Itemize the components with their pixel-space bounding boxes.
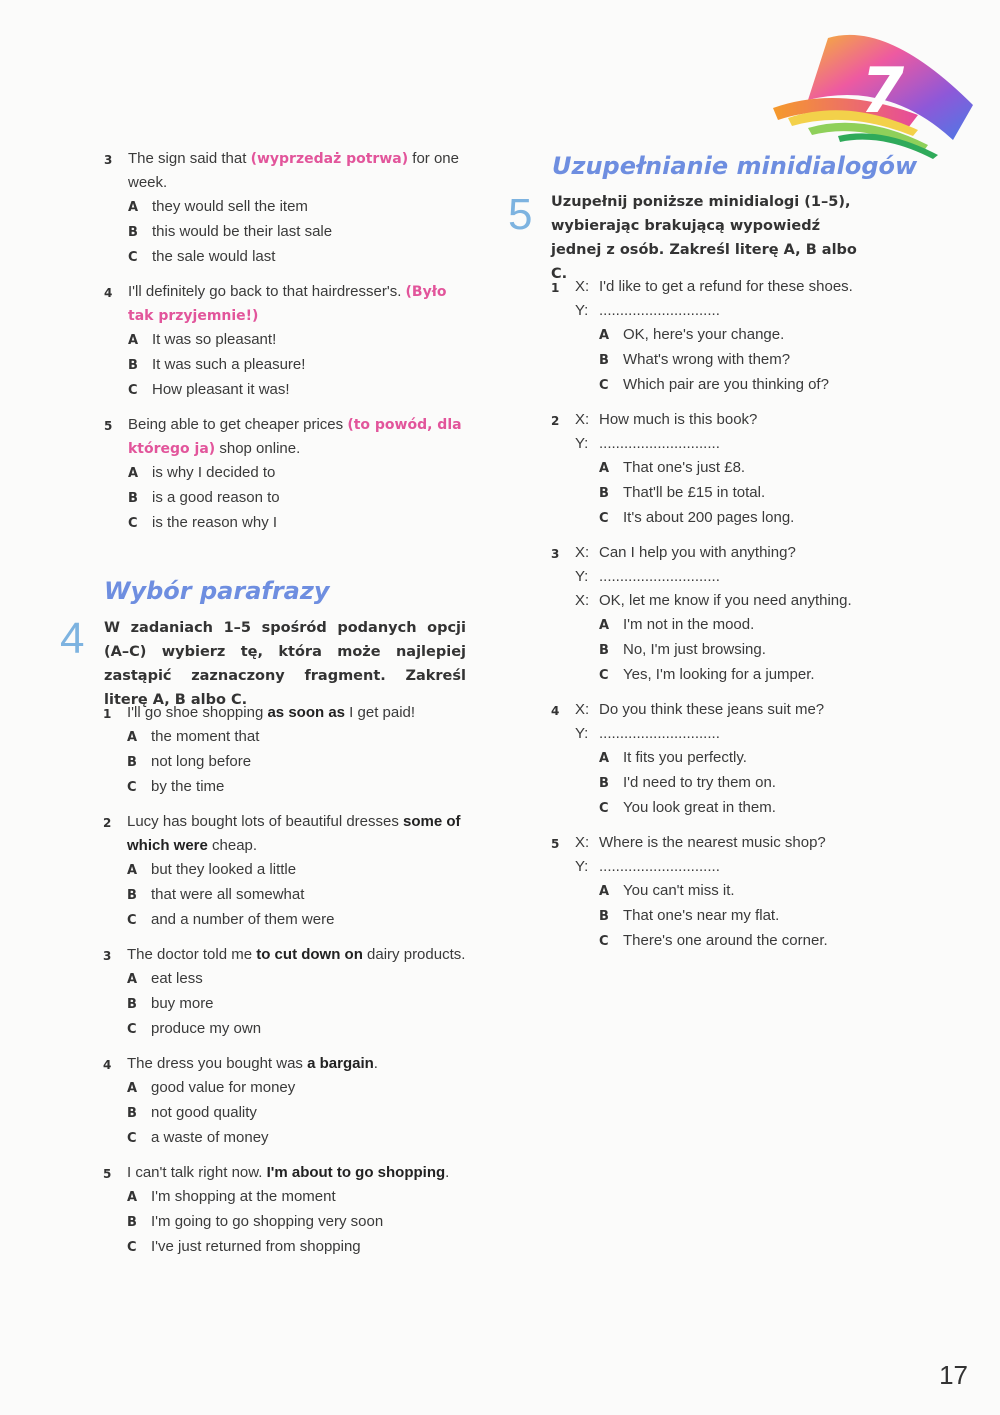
highlighted-fragment: I'm about to go shopping <box>266 1164 446 1181</box>
question-text <box>128 413 469 461</box>
polish-prompt: (wyprzedaż potrwa) <box>250 151 409 167</box>
highlighted-fragment: as soon as <box>267 704 346 721</box>
section4-title: Wybór parafrazy <box>104 577 330 605</box>
option-text: eat less <box>151 970 203 987</box>
option-text: It was such a pleasure! <box>152 356 306 373</box>
option-letter: A <box>599 461 610 476</box>
option-letter: B <box>127 755 137 770</box>
option-text: I'm shopping at the moment <box>151 1188 336 1205</box>
answer-option <box>575 746 891 771</box>
answer-option <box>127 1101 468 1126</box>
answer-option <box>575 456 891 481</box>
text-segment: I get paid! <box>345 704 416 721</box>
dialog-line <box>575 698 891 722</box>
option-text: What's wrong with them? <box>623 351 791 368</box>
speaker-label: X: <box>575 278 590 295</box>
question-text <box>128 280 469 328</box>
answer-option <box>575 879 891 904</box>
dialog-number: 4 <box>551 704 560 718</box>
line-text: ............................. <box>599 858 720 875</box>
dialog-number: 1 <box>551 281 560 295</box>
speaker-label: X: <box>575 544 590 561</box>
answer-option <box>575 663 891 688</box>
text-segment: I'll go shoe shopping <box>127 704 268 721</box>
option-text: It was so pleasant! <box>152 331 277 348</box>
speaker-label: Y: <box>575 725 589 742</box>
answer-option <box>575 506 891 531</box>
option-text: is the reason why I <box>152 514 278 531</box>
answer-option <box>128 220 469 245</box>
option-text: the sale would last <box>152 248 276 265</box>
option-letter: C <box>128 383 138 398</box>
section5-instruction: Uzupełnij poniższe minidialogi (1–5), wybierając brakującą wypowiedź jednej z osób. Zakreśl literę A, B albo C. <box>551 194 857 282</box>
answer-option <box>128 195 469 220</box>
option-letter: C <box>599 378 609 393</box>
section4-questions <box>103 701 468 1270</box>
answer-option <box>128 328 469 353</box>
option-letter: A <box>599 884 610 899</box>
answer-option <box>575 481 891 506</box>
option-text: No, I'm just browsing. <box>623 641 766 658</box>
option-letter: B <box>127 997 137 1012</box>
page-number: 17 <box>939 1360 968 1390</box>
text-segment: . <box>445 1164 450 1181</box>
answer-option <box>128 486 469 511</box>
highlighted-fragment: a bargain <box>307 1055 374 1072</box>
answer-option <box>127 1210 468 1235</box>
question-number: 3 <box>104 153 113 167</box>
option-text: by the time <box>151 778 225 795</box>
question-text <box>127 943 468 967</box>
answer-option <box>575 323 891 348</box>
dialog-number: 2 <box>551 414 560 428</box>
option-letter: C <box>599 511 609 526</box>
question-text <box>127 1161 468 1185</box>
option-letter: B <box>127 1215 137 1230</box>
option-letter: A <box>128 466 139 481</box>
option-letter: C <box>127 913 137 928</box>
option-text: It's about 200 pages long. <box>623 509 795 526</box>
question-number: 2 <box>103 816 112 830</box>
answer-option <box>127 1017 468 1042</box>
question <box>103 1161 468 1260</box>
answer-option <box>575 796 891 821</box>
answer-option <box>127 725 468 750</box>
dialog-line <box>575 589 891 613</box>
section5-number: 5 <box>508 190 533 239</box>
option-text: Which pair are you thinking of? <box>623 376 829 393</box>
option-text: You look great in them. <box>623 799 776 816</box>
option-text: buy more <box>151 995 214 1012</box>
text-segment: The sign said that <box>128 150 251 167</box>
chapter-logo <box>768 20 978 160</box>
dialog-item <box>551 275 891 398</box>
option-text: this would be their last sale <box>152 223 333 240</box>
option-letter: B <box>128 491 138 506</box>
question <box>104 147 469 270</box>
question-number: 5 <box>104 419 113 433</box>
option-letter: A <box>128 333 139 348</box>
speaker-label: Y: <box>575 435 589 452</box>
line-text: Do you think these jeans suit me? <box>599 701 825 718</box>
dialog-number: 5 <box>551 837 560 851</box>
option-letter: C <box>128 516 138 531</box>
answer-option <box>127 1185 468 1210</box>
answer-option <box>127 908 468 933</box>
option-text: I'm not in the mood. <box>623 616 755 633</box>
option-text: I've just returned from shopping <box>151 1238 361 1255</box>
option-letter: B <box>128 358 138 373</box>
answer-option <box>127 858 468 883</box>
option-text: and a number of them were <box>151 911 335 928</box>
dialog-line <box>575 831 891 855</box>
question-number: 4 <box>103 1058 112 1072</box>
answer-option <box>127 1126 468 1151</box>
line-text: I'd like to get a refund for these shoes. <box>599 278 853 295</box>
option-letter: B <box>127 888 137 903</box>
option-letter: B <box>599 909 609 924</box>
option-text: OK, here's your change. <box>623 326 785 343</box>
answer-option <box>127 883 468 908</box>
line-text: ............................. <box>599 302 720 319</box>
answer-option <box>575 771 891 796</box>
section5-dialogs <box>551 275 891 964</box>
question <box>103 1052 468 1151</box>
highlighted-fragment: to cut down on <box>256 946 363 963</box>
option-text: That one's just £8. <box>623 459 746 476</box>
option-text: that were all somewhat <box>151 886 305 903</box>
answer-option <box>575 929 891 954</box>
section5-title: Uzupełnianie minidialogów <box>552 152 918 180</box>
answer-option <box>127 992 468 1017</box>
option-letter: B <box>599 486 609 501</box>
left-top-questions <box>104 147 469 546</box>
option-text: There's one around the corner. <box>623 932 828 949</box>
question-number: 5 <box>103 1167 112 1181</box>
option-text: That one's near my flat. <box>623 907 780 924</box>
dialog-line <box>575 541 891 565</box>
line-text: How much is this book? <box>599 411 758 428</box>
line-text: OK, let me know if you need anything. <box>599 592 852 609</box>
answer-option <box>575 613 891 638</box>
line-text: ............................. <box>599 725 720 742</box>
dialog-item <box>551 541 891 688</box>
answer-option <box>127 1076 468 1101</box>
option-letter: C <box>128 250 138 265</box>
option-text: produce my own <box>151 1020 262 1037</box>
speaker-label: X: <box>575 701 590 718</box>
option-letter: A <box>599 618 610 633</box>
answer-option <box>575 904 891 929</box>
option-letter: B <box>128 225 138 240</box>
option-letter: C <box>127 1022 137 1037</box>
option-letter: A <box>127 863 138 878</box>
question <box>103 810 468 933</box>
option-text: How pleasant it was! <box>152 381 290 398</box>
answer-option <box>128 461 469 486</box>
answer-option <box>575 638 891 663</box>
dialog-line <box>575 855 891 879</box>
option-text: is why I decided to <box>152 464 276 481</box>
line-text: ............................. <box>599 435 720 452</box>
answer-option <box>128 511 469 536</box>
option-text: not long before <box>151 753 252 770</box>
answer-option <box>127 775 468 800</box>
speaker-label: X: <box>575 592 590 609</box>
question-text <box>127 701 468 725</box>
option-text: but they looked a little <box>151 861 297 878</box>
option-letter: B <box>599 776 609 791</box>
option-letter: A <box>127 1190 138 1205</box>
question-number: 4 <box>104 286 113 300</box>
question-number: 3 <box>103 949 112 963</box>
line-text: ............................. <box>599 568 720 585</box>
option-letter: A <box>599 328 610 343</box>
answer-option <box>128 353 469 378</box>
polish-prompt: (Było tak przyjemnie!) <box>128 284 447 324</box>
line-text: Can I help you with anything? <box>599 544 796 561</box>
text-segment: I'll definitely go back to that hairdresser's. <box>128 283 406 300</box>
answer-option <box>128 378 469 403</box>
option-text: a waste of money <box>151 1129 269 1146</box>
option-letter: B <box>599 643 609 658</box>
option-text: I'm going to go shopping very soon <box>151 1213 384 1230</box>
option-text: You can't miss it. <box>623 882 735 899</box>
section4-number: 4 <box>60 614 85 663</box>
text-segment: for one week. <box>128 150 459 191</box>
option-letter: C <box>127 780 137 795</box>
text-segment: Lucy has bought lots of beautiful dresses <box>127 813 404 830</box>
option-text: not good quality <box>151 1104 257 1121</box>
speaker-label: Y: <box>575 858 589 875</box>
option-text: Yes, I'm looking for a jumper. <box>623 666 815 683</box>
text-segment: I can't talk right now. <box>127 1164 267 1181</box>
option-letter: C <box>599 668 609 683</box>
section4-instruction: W zadaniach 1–5 spośród podanych opcji (A–C) wybierz tę, która może najlepiej zastąpić zaznaczony fragment. Zakreśl literę A, B albo C. <box>104 620 466 708</box>
dialog-item <box>551 408 891 531</box>
speaker-label: Y: <box>575 302 589 319</box>
answer-option <box>127 1235 468 1260</box>
text-segment: cheap. <box>207 837 258 854</box>
question <box>104 280 469 403</box>
option-letter: C <box>599 934 609 949</box>
option-text: That'll be £15 in total. <box>623 484 766 501</box>
question <box>103 943 468 1042</box>
text-segment: dairy products. <box>362 946 466 963</box>
dialog-line <box>575 299 891 323</box>
question <box>104 413 469 536</box>
option-letter: C <box>127 1240 137 1255</box>
answer-option <box>575 373 891 398</box>
option-letter: A <box>128 200 139 215</box>
answer-option <box>128 245 469 270</box>
speaker-label: X: <box>575 411 590 428</box>
polish-prompt: (to powód, dla którego ja) <box>128 417 462 457</box>
chapter-number: 7 <box>861 54 905 127</box>
dialog-line <box>575 722 891 746</box>
option-letter: B <box>599 353 609 368</box>
dialog-line <box>575 275 891 299</box>
option-letter: A <box>599 751 610 766</box>
text-segment: The doctor told me <box>127 946 257 963</box>
question <box>103 701 468 800</box>
line-text: Where is the nearest music shop? <box>599 834 826 851</box>
dialog-line <box>575 408 891 432</box>
option-letter: B <box>127 1106 137 1121</box>
question-text <box>127 1052 468 1076</box>
dialog-line <box>575 565 891 589</box>
answer-option <box>127 967 468 992</box>
question-text <box>128 147 469 195</box>
dialog-item <box>551 698 891 821</box>
option-text: they would sell the item <box>152 198 308 215</box>
option-letter: A <box>127 972 138 987</box>
question-text <box>127 810 468 858</box>
text-segment: The dress you bought was <box>127 1055 308 1072</box>
option-text: is a good reason to <box>152 489 280 506</box>
option-letter: C <box>599 801 609 816</box>
option-letter: C <box>127 1131 137 1146</box>
dialog-item <box>551 831 891 954</box>
speaker-label: X: <box>575 834 590 851</box>
answer-option <box>575 348 891 373</box>
text-segment: Being able to get cheaper prices <box>128 416 348 433</box>
option-text: It fits you perfectly. <box>623 749 747 766</box>
text-segment: shop online. <box>215 440 301 457</box>
option-letter: A <box>127 730 138 745</box>
option-text: good value for money <box>151 1079 296 1096</box>
speaker-label: Y: <box>575 568 589 585</box>
option-letter: A <box>127 1081 138 1096</box>
option-text: the moment that <box>151 728 260 745</box>
highlighted-fragment: some of which were <box>127 813 461 854</box>
answer-option <box>127 750 468 775</box>
dialog-line <box>575 432 891 456</box>
question-number: 1 <box>103 707 112 721</box>
text-segment: . <box>373 1055 378 1072</box>
option-text: I'd need to try them on. <box>623 774 776 791</box>
dialog-number: 3 <box>551 547 560 561</box>
